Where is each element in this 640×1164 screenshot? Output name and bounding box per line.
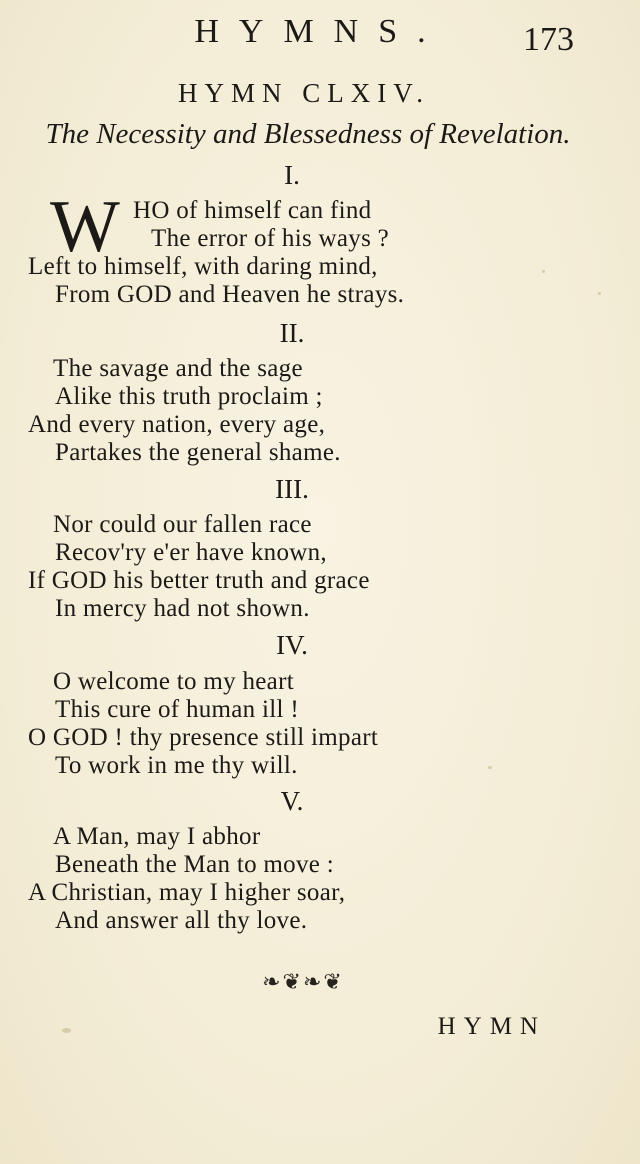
hymn-subtitle: The Necessity and Blessedness of Revelation. xyxy=(45,118,571,150)
catchword: HYMN xyxy=(437,1013,546,1040)
verse-line: Beneath the Man to move : xyxy=(55,851,334,878)
ornament-divider: ❧❦❧❦ xyxy=(262,969,344,994)
verse-line: From GOD and Heaven he strays. xyxy=(55,281,405,308)
page-number: 173 xyxy=(523,21,574,58)
verse-line: Alike this truth proclaim ; xyxy=(55,383,323,410)
stanza-number: II. xyxy=(279,318,305,348)
stanza-number: I. xyxy=(284,160,300,190)
running-head: HYMNS. xyxy=(194,13,446,50)
drop-cap: W xyxy=(50,186,120,268)
verse-line: To work in me thy will. xyxy=(55,752,298,779)
verse-line: Nor could our fallen race xyxy=(53,511,312,538)
paper-blemish xyxy=(488,766,492,769)
verse-line: A Man, may I abhor xyxy=(53,823,261,850)
verse-line: O GOD ! thy presence still impart xyxy=(28,724,379,751)
verse-line: HO of himself can find xyxy=(133,197,372,224)
verse-line: In mercy had not shown. xyxy=(55,595,310,622)
verse-line: Recov'ry e'er have known, xyxy=(55,539,327,566)
verse-line: The savage and the sage xyxy=(53,355,303,382)
verse-line: The error of his ways ? xyxy=(151,225,390,252)
verse-line: Partakes the general shame. xyxy=(55,439,341,466)
verse-line: And every nation, every age, xyxy=(28,411,326,438)
stanza-number: IV. xyxy=(276,630,308,660)
verse-line: A Christian, may I higher soar, xyxy=(28,879,346,906)
verse-line: And answer all thy love. xyxy=(55,907,308,934)
stanza-number: V. xyxy=(280,786,304,816)
paper-blemish xyxy=(542,270,545,273)
paper-blemish xyxy=(62,1028,71,1033)
verse-line: If GOD his better truth and grace xyxy=(28,567,370,594)
hymn-title: HYMN CLXIV. xyxy=(177,78,430,108)
verse-line: O welcome to my heart xyxy=(53,668,294,695)
stanza-number: III. xyxy=(275,474,309,504)
verse-line: Left to himself, with daring mind, xyxy=(28,253,378,280)
verse-line: This cure of human ill ! xyxy=(55,696,299,723)
paper-blemish xyxy=(598,292,601,295)
